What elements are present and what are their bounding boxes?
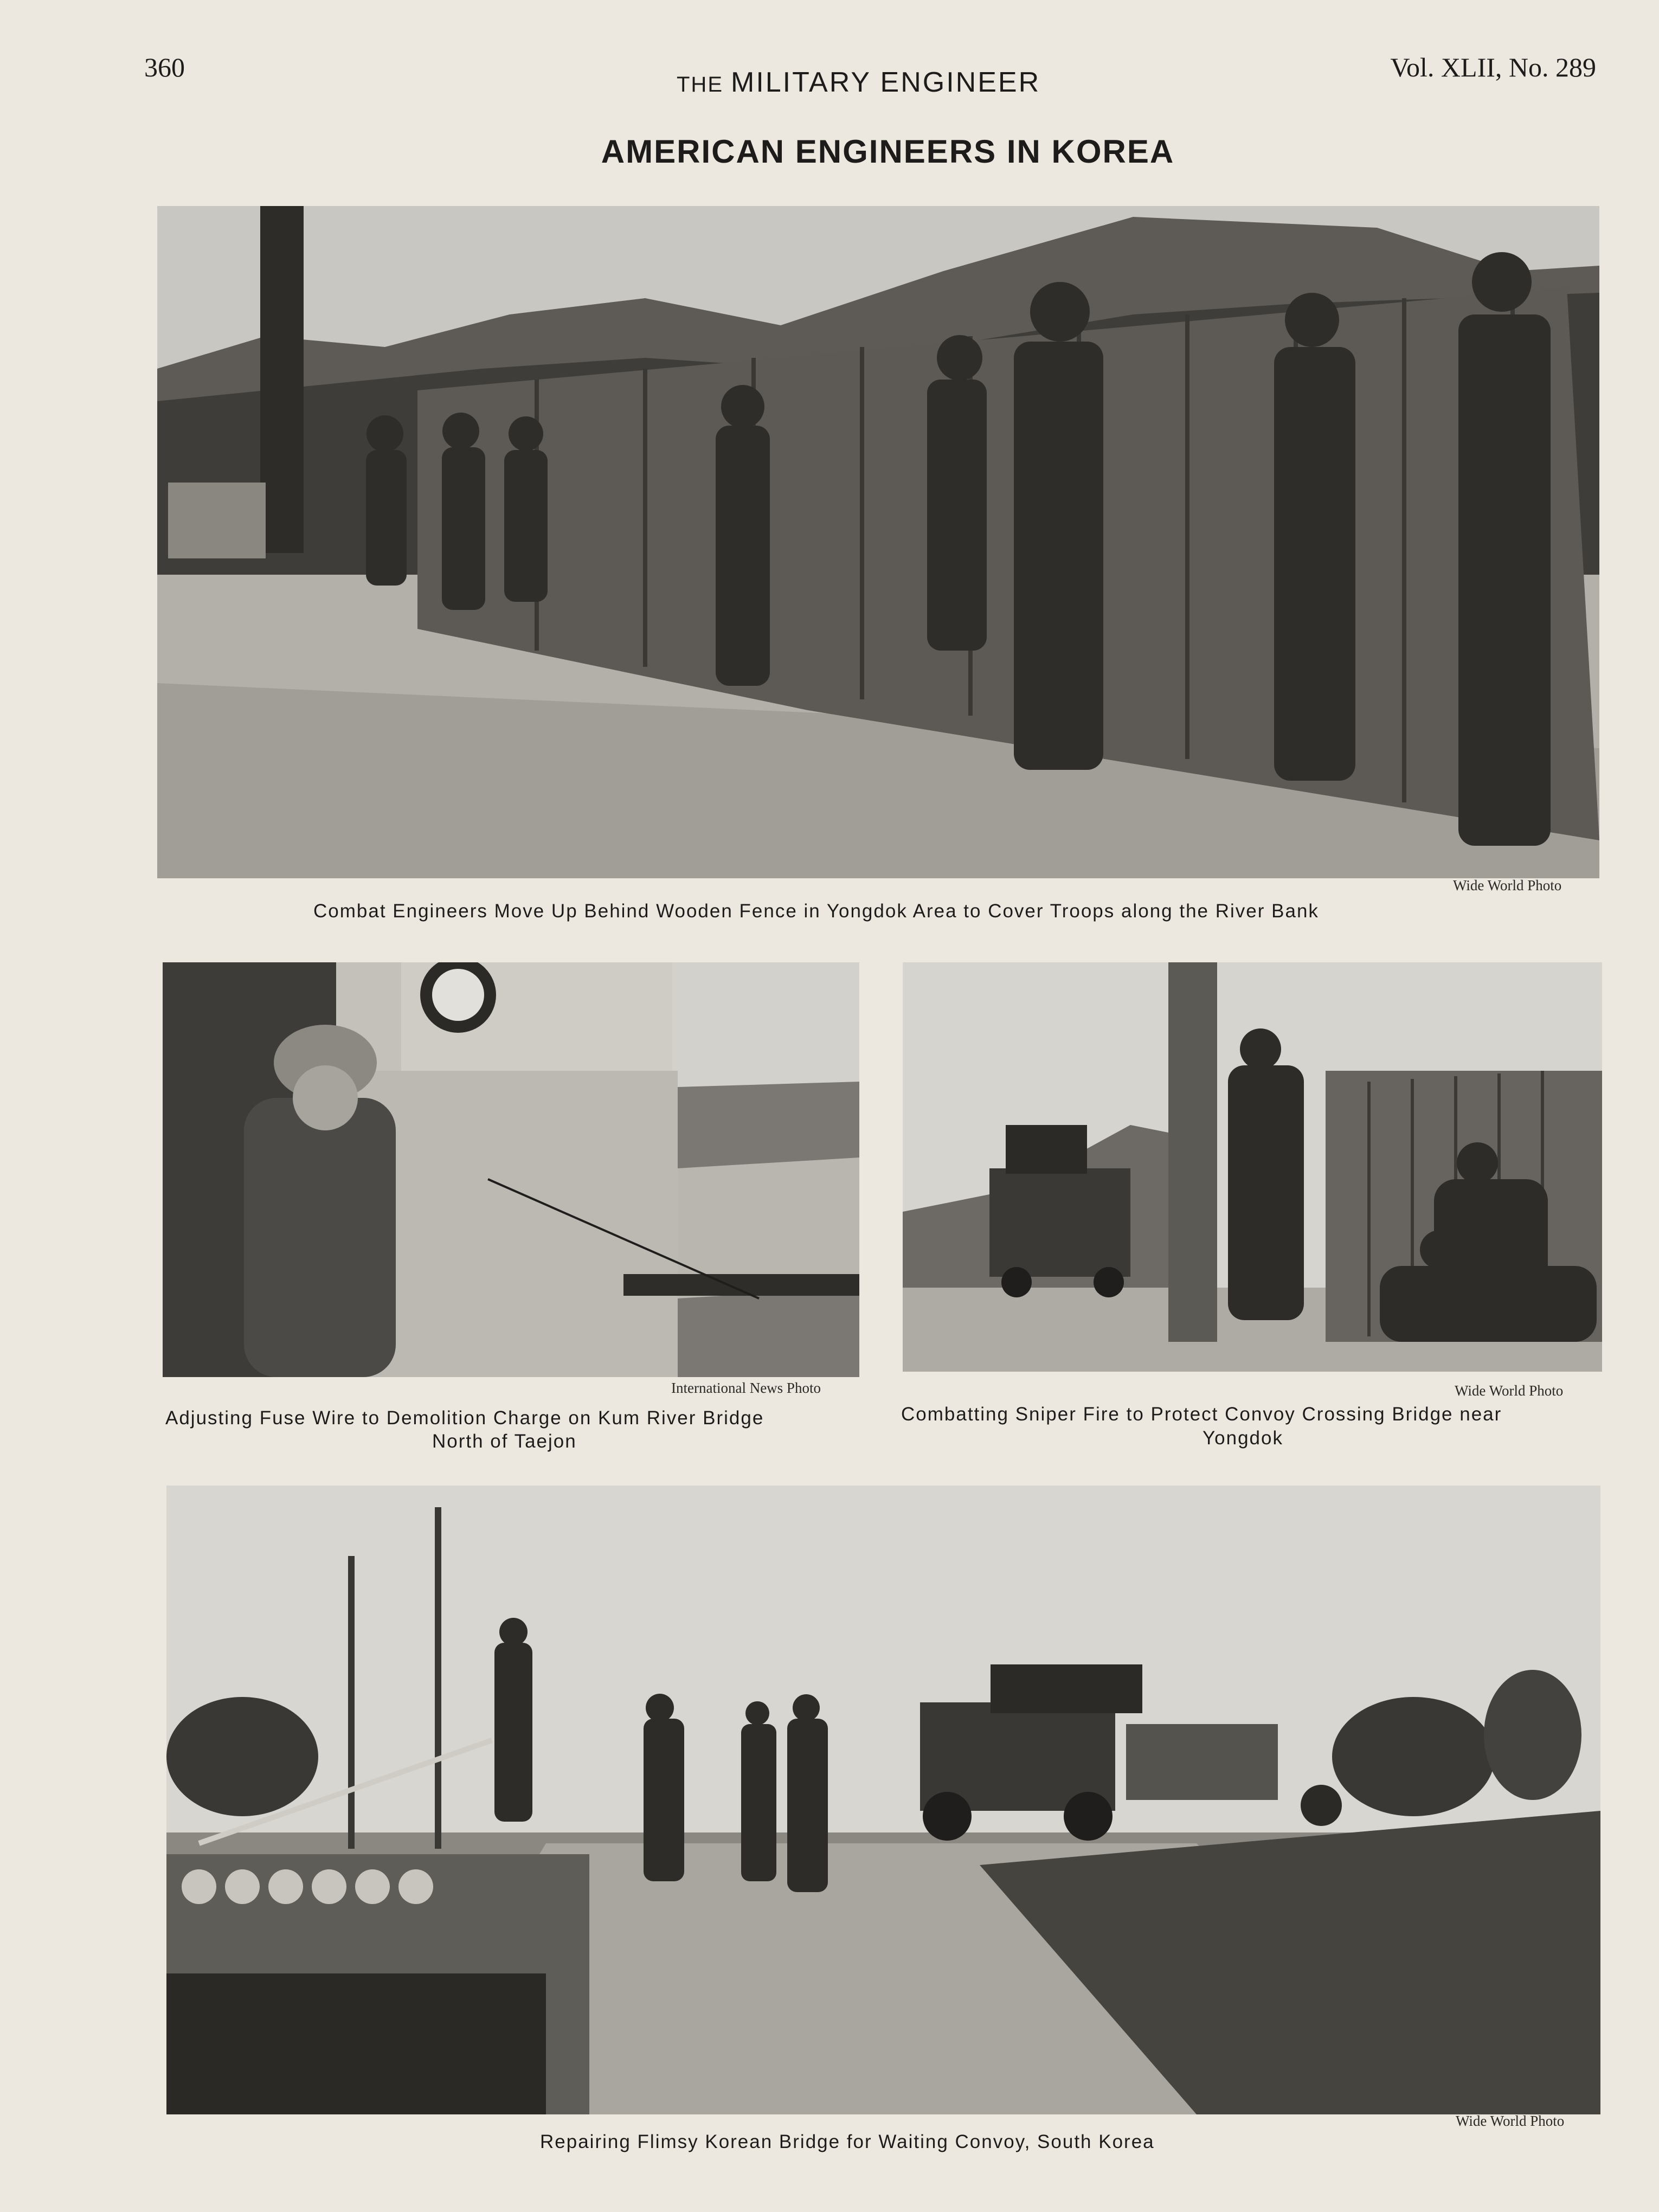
photo-fuse-wire — [163, 962, 859, 1377]
photo-caption-line: Adjusting Fuse Wire to Demolition Charge on Kum River Bridge — [165, 1407, 764, 1429]
journal-title — [677, 66, 1040, 99]
photo-sniper-illustration — [903, 962, 1602, 1372]
photo-credit: Wide World Photo — [1453, 877, 1562, 893]
photo-bridge-repair — [166, 1486, 1600, 2114]
photo-caption-line: North of Taejon — [432, 1431, 577, 1452]
section-title: AMERICAN ENGINEERS IN KOREA — [601, 133, 1175, 170]
photo-credit: Wide World Photo — [1456, 2113, 1565, 2129]
journal-title-name: MILITARY ENGINEER — [731, 67, 1041, 98]
photo-caption: Repairing Flimsy Korean Bridge for Waiting Convoy, South Korea — [540, 2131, 1155, 2152]
photo-caption-line: Yongdok — [1203, 1427, 1283, 1449]
photo-fence-yongdok — [157, 206, 1599, 878]
photo-credit: Wide World Photo — [1455, 1382, 1564, 1399]
photo-caption-line: Combatting Sniper Fire to Protect Convoy Crossing Bridge near — [901, 1404, 1502, 1425]
journal-title-article: THE — [677, 73, 723, 97]
photo-caption: Combat Engineers Move Up Behind Wooden Fence in Yongdok Area to Cover Troops along the River Bank — [313, 901, 1319, 922]
page-number: 360 — [144, 52, 185, 82]
photo-fence-illustration — [157, 206, 1599, 878]
photo-credit: International News Photo — [671, 1380, 821, 1396]
photo-fuse-illustration — [163, 962, 859, 1377]
photo-sniper-fire — [903, 962, 1602, 1372]
photo-bridge-illustration — [166, 1486, 1600, 2114]
volume-issue: Vol. XLII, No. 289 — [1390, 52, 1596, 82]
